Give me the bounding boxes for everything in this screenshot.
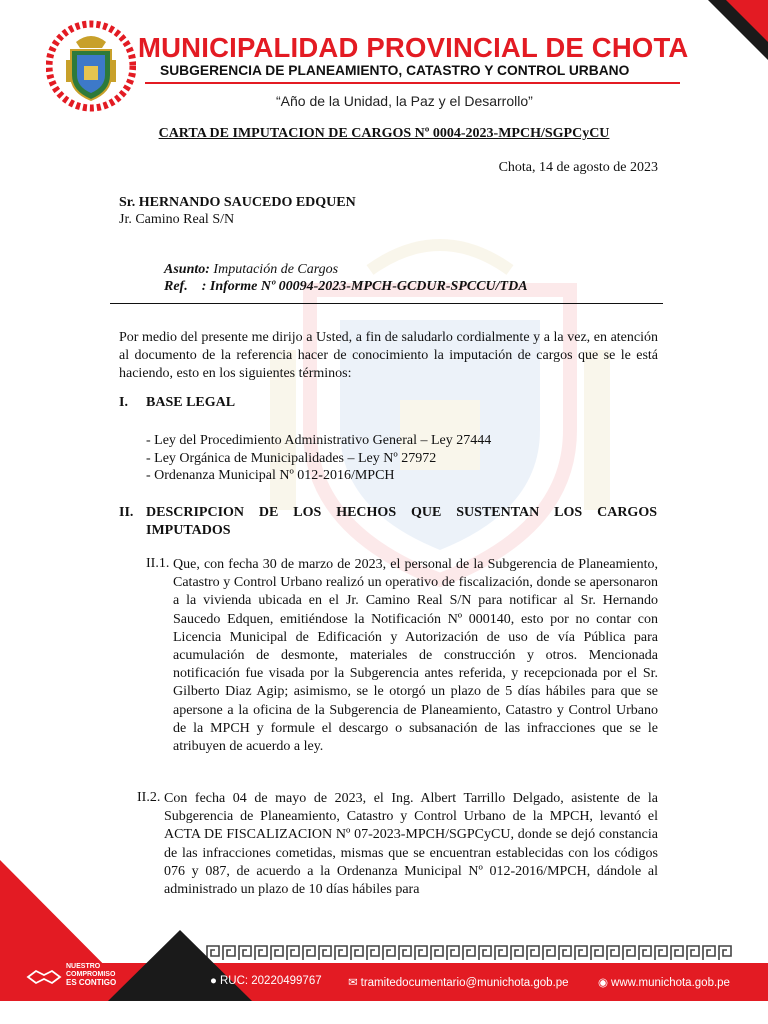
greek-key-border [205,944,745,962]
recipient-name: Sr. HERNANDO SAUCEDO EDQUEN [119,195,356,210]
municipal-coat-of-arms-logo [46,20,136,112]
year-motto: “Año de la Unidad, la Paz y el Desarrollo” [276,93,533,109]
section-heading-facts [119,504,658,538]
header-divider [145,82,680,84]
globe-icon: ◉ [598,977,609,989]
list-item: - Ordenanza Municipal Nº 012-2016/MPCH [146,468,395,483]
recipient-address: Jr. Camino Real S/N [119,212,235,227]
document-title: CARTA DE IMPUTACION DE CARGOS Nº 0004-2023-MPCH/SGPCyCU [158,126,610,141]
website-text[interactable]: www.munichota.gob.pe [611,977,730,989]
handshake-icon [26,965,62,987]
mail-icon: ✉ [348,977,358,989]
paragraph-number: II.1. [146,556,170,571]
slogan-line: NUESTRO [66,963,101,970]
email-text[interactable]: tramitedocumentario@munichota.gob.pe [360,977,569,989]
footer-email[interactable] [348,975,569,989]
footer-ruc [210,975,322,987]
slogan-line: ES CONTIGO [66,978,117,987]
recipient-block [119,194,356,228]
section-number: II. [119,505,134,520]
reference-label: Ref. [164,279,188,294]
section-title: BASE LEGAL [146,395,236,410]
subject-label: Asunto: [164,262,210,277]
reference-value: : Informe Nº 00094-2023-MPCH-GCDUR-SPCCU/TDA [201,279,528,294]
section-heading-legal-basis [119,395,235,411]
paragraph-facts-2: Con fecha 04 de mayo de 2023, el Ing. Albert Tarrillo Delgado, asistente de la Subgerencia de Planeamiento, Catastro y Control Urbano de la MPCH, levantó el ACTA DE FISCALIZACION Nº 07-2023-MPCH/SGPCyCU, donde se dejó constancia de las infracciones cometidas, mismas que se encuentran establecidas con los códigos 076 y 087, de acuerdo a la Ordenanza Municipal Nº 012-2016/MPCH, dándole al administrado un plazo de 10 días hábiles para [164,791,658,898]
list-item: - Ley Orgánica de Municipalidades – Ley Nº 27972 [146,450,437,466]
separator-line [110,303,663,304]
corner-decoration-red [726,0,768,42]
location-pin-icon: ● [210,975,217,987]
intro-paragraph: Por medio del presente me dirijo a Usted, a fin de saludarlo cordialmente y a la vez, en atención al documento de la referencia hacer de conocimiento la imputación de cargos que se le está haciendo, esto en los siguientes términos: [119,330,658,381]
slogan-line: COMPROMISO [66,971,116,978]
municipality-title: MUNICIPALIDAD PROVINCIAL DE CHOTA [138,32,689,63]
subject-value: Imputación de Cargos [213,262,339,277]
footer-website[interactable] [598,975,730,989]
subject-block [164,261,528,295]
section-number: I. [119,395,128,410]
ruc-text: RUC: 20220499767 [219,975,322,987]
paragraph-facts-1: Que, con fecha 30 de marzo de 2023, el personal de la Subgerencia de Planeamiento, Catastro y Control Urbano realizó un operativo de fiscalización, donde se apersonaron a la vivienda ubicada en el Jr. Camino Real S/N para notificar al Sr. Hernando Saucedo Edquen, emitiéndose la Notificación Nº 000140, esto por no contar con Licencia Municipal de Edificación y Autorización de uso de vía Pública para acumulación de desmonte, materiales de construcción y otros. Mencionada notificación fue visada por la Subgerencia antes referida, y recepcionada por el Sr. Gilberto Diaz Agip; asimismo, se le otorgó un plazo de 5 días hábiles para que se apersone a la oficina de la Subgerencia de Planeamiento, Catastro y Control Urbano de la MPCH y formule el descargo o subsanación de las infracciones que se le atribuyen de acuerdo a ley. [173,557,658,755]
legal-basis-list [146,432,491,485]
section-title: DESCRIPCION DE LOS HECHOS QUE SUSTENTAN LOS CARGOS IMPUTADOS [146,505,657,538]
footer-slogan [66,963,176,987]
paragraph-number: II.2. [137,790,161,805]
department-subtitle: SUBGERENCIA DE PLANEAMIENTO, CATASTRO Y CONTROL URBANO [160,63,630,78]
list-item: - Ley del Procedimiento Administrativo General – Ley 27444 [146,433,492,448]
document-date: Chota, 14 de agosto de 2023 [498,160,658,175]
